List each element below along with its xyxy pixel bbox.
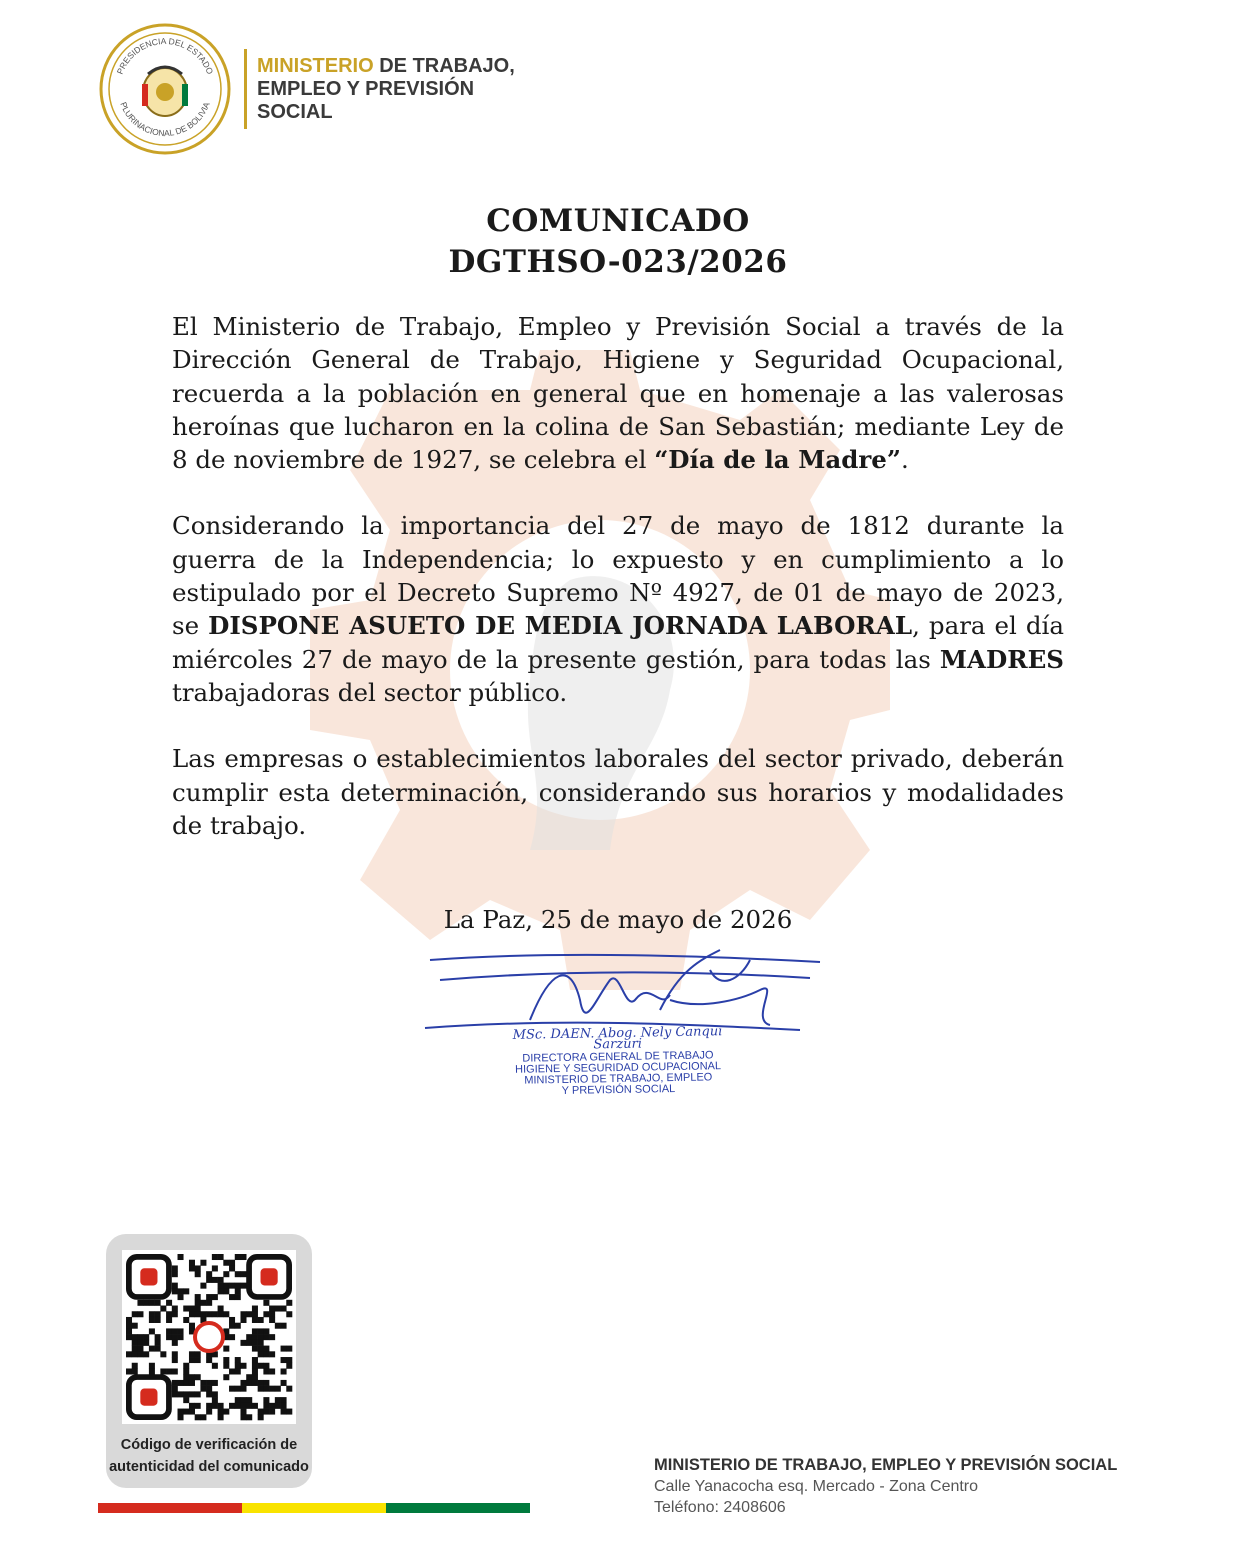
state-seal-icon: [98, 22, 232, 156]
paragraph-2-bold1: DISPONE ASUETO DE MEDIA JORNADA LABORAL: [208, 611, 913, 641]
ministry-name-line1: DE TRABAJO,: [373, 54, 515, 77]
qr-verification-card: [106, 1234, 312, 1488]
signature-line4: Y PREVISIÓN SOCIAL: [561, 1083, 676, 1097]
qr-code-graphic: [122, 1250, 296, 1424]
paragraph-2-text2: , para el día miércoles 27 de mayo de la presente gestión, para todas las: [172, 611, 1064, 674]
document-title: COMUNICADO: [486, 203, 750, 239]
paragraph-3: Las empresas o establecimientos laborales del sector privado, deberán cumplir esta determinación, considerando sus horarios y modalidades de trabajo.: [172, 744, 1064, 840]
paragraph-2: [172, 509, 1064, 709]
date-line: La Paz, 25 de mayo de 2026: [443, 905, 793, 934]
flag-color-bar: [98, 1503, 530, 1513]
ministry-name-accent: MINISTERIO: [257, 54, 374, 77]
paragraph-1-bold: “Día de la Madre”: [654, 445, 901, 475]
qr-caption: [106, 1434, 312, 1478]
qr-code-icon[interactable]: [122, 1250, 296, 1424]
paragraph-2-text1: Considerando la importancia del 27 de mayo de 1812 durante la guerra de la Independencia; lo expuesto y en cumplimiento a lo estipulado por el Decreto Supremo Nº 4927, de 01 de mayo de 2023, se: [172, 511, 1064, 641]
ministry-name-line3: SOCIAL: [257, 100, 333, 123]
qr-caption-line1: Código de verificación de: [120, 1437, 298, 1453]
flag-stripe-green: [386, 1503, 530, 1513]
document-code: DGTHSO-023/2026: [448, 244, 788, 280]
paragraph-2-bold2: MADRES: [939, 644, 1064, 674]
ministry-name: [257, 55, 537, 124]
svg-text:PLURINACIONAL DE BOLIVIA: PLURINACIONAL DE BOLIVIA: [118, 100, 212, 139]
footer: [654, 1454, 1117, 1518]
svg-text:PRESIDENCIA DEL ESTADO: PRESIDENCIA DEL ESTADO: [114, 35, 216, 76]
paragraph-1-text: El Ministerio de Trabajo, Empleo y Previsión Social a través de la Dirección General de Trabajo, Higiene y Seguridad Ocupacional, recuerda a la población en general que en homenaje a las valerosas heroínas que lucharon en la colina de San Sebastián; mediante Ley de 8 de noviembre de 1927, se celebra el: [172, 312, 1064, 475]
signature-line1: DIRECTORA GENERAL DE TRABAJO: [522, 1049, 714, 1065]
footer-phone: Teléfono: 2408606: [654, 1499, 786, 1516]
signature-line3: MINISTERIO DE TRABAJO, EMPLEO: [524, 1071, 713, 1087]
title-block: [0, 200, 1236, 282]
flag-stripe-yellow: [242, 1503, 386, 1513]
qr-caption-line2: autenticidad del comunicado: [109, 1459, 309, 1475]
signature-line2: HIGIENE Y SEGURIDAD OCUPACIONAL: [515, 1060, 722, 1076]
paragraph-2-text3: trabajadoras del sector público.: [172, 677, 568, 707]
footer-address: Calle Yanacocha esq. Mercado - Zona Centro: [654, 1478, 979, 1495]
paragraph-1: [172, 310, 1064, 476]
header: [98, 22, 537, 156]
ministry-name-line2: EMPLEO Y PREVISIÓN: [257, 77, 475, 100]
flag-stripe-red: [98, 1503, 242, 1513]
paragraph-1-end: .: [900, 445, 909, 475]
footer-title: MINISTERIO DE TRABAJO, EMPLEO Y PREVISIÓN SOCIAL: [654, 1456, 1118, 1474]
document-body: [172, 310, 1064, 875]
signature-stamp: [497, 1026, 738, 1098]
signature-name: MSc. DAEN. Abog. Nely Canqui Sarzuri: [512, 1024, 723, 1053]
header-divider: [244, 49, 247, 129]
